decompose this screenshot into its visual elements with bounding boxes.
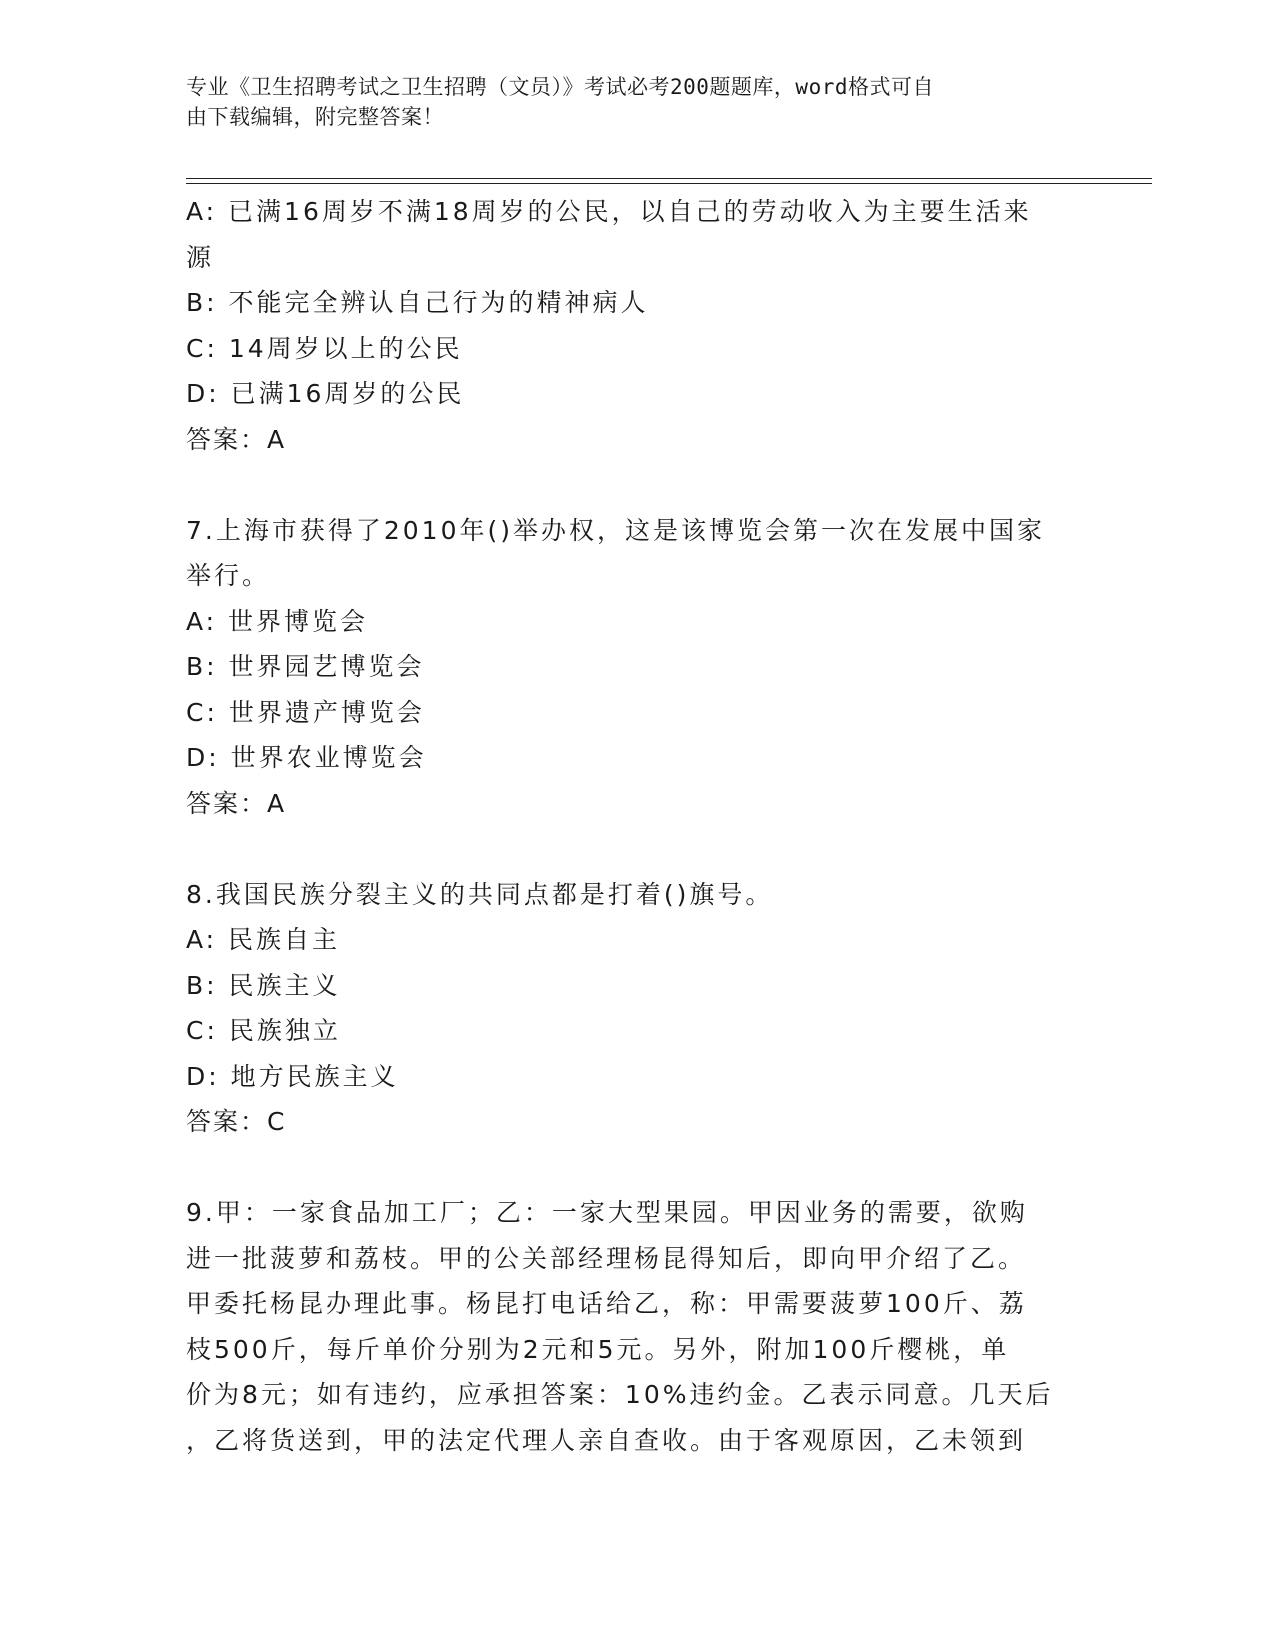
question-stem: 8.我国民族分裂主义的共同点都是打着()旗号。: [186, 879, 774, 909]
header-rule-bottom: [186, 183, 1152, 184]
option-b: B: 世界园艺博览会: [186, 652, 425, 681]
option-c: C: 民族独立: [186, 1016, 341, 1045]
option-a: A: 世界博览会: [186, 606, 369, 636]
header-line-1: 专业《卫生招聘考试之卫生招聘（文员）》考试必考200题题库，word格式可自: [186, 75, 934, 99]
question-6: [186, 189, 1086, 462]
option-b: B: 不能完全辨认自己行为的精神病人: [186, 288, 649, 317]
question-stem-line: 价为8元；如有违约，应承担答案：10%违约金。乙表示同意。几天后: [186, 1380, 1054, 1409]
question-stem-line: 9.甲：一家食品加工厂；乙：一家大型果园。甲因业务的需要，欲购: [186, 1198, 1028, 1227]
question-9: [186, 1190, 1086, 1463]
question-stem-line-1: 7.上海市获得了2010年()举办权，这是该博览会第一次在发展中国家: [186, 515, 1045, 545]
spacer: [186, 462, 1086, 508]
header-line-2: 由下载编辑，附完整答案！: [186, 105, 444, 129]
answer-label: 答案：C: [186, 1107, 287, 1136]
question-8: [186, 872, 1086, 1145]
header-rule-top: [186, 178, 1152, 179]
option-a-line-1: A: 已满16周岁不满18周岁的公民，以自己的劳动收入为主要生活来: [186, 197, 1032, 226]
spacer: [186, 1145, 1086, 1191]
question-stem-line: ，乙将货送到，甲的法定代理人亲自查收。由于客观原因，乙未领到: [186, 1425, 1027, 1455]
document-header: [186, 72, 1066, 132]
option-b: B: 民族主义: [186, 970, 341, 1000]
question-7: [186, 508, 1086, 827]
option-a: A: 民族自主: [186, 925, 341, 954]
option-c: C: 14周岁以上的公民: [186, 333, 463, 363]
question-content: [186, 189, 1086, 1463]
option-d: D: 世界农业博览会: [186, 743, 427, 772]
answer-label: 答案：A: [186, 788, 287, 818]
option-d: D: 已满16周岁的公民: [186, 379, 465, 408]
option-c: C: 世界遗产博览会: [186, 697, 425, 727]
spacer: [186, 826, 1086, 872]
question-stem-line: 甲委托杨昆办理此事。杨昆打电话给乙，称：甲需要菠萝100斤、荔: [186, 1289, 1027, 1318]
option-a-line-2: 源: [186, 242, 215, 272]
answer-label: 答案：A: [186, 424, 287, 454]
question-stem-line: 枝500斤，每斤单价分别为2元和5元。另外，附加100斤樱桃，单: [186, 1334, 1010, 1364]
question-stem-line-2: 举行。: [186, 561, 271, 590]
option-d: D: 地方民族主义: [186, 1061, 399, 1091]
question-stem-line: 进一批菠萝和荔枝。甲的公关部经理杨昆得知后，即向甲介绍了乙。: [186, 1243, 1027, 1273]
